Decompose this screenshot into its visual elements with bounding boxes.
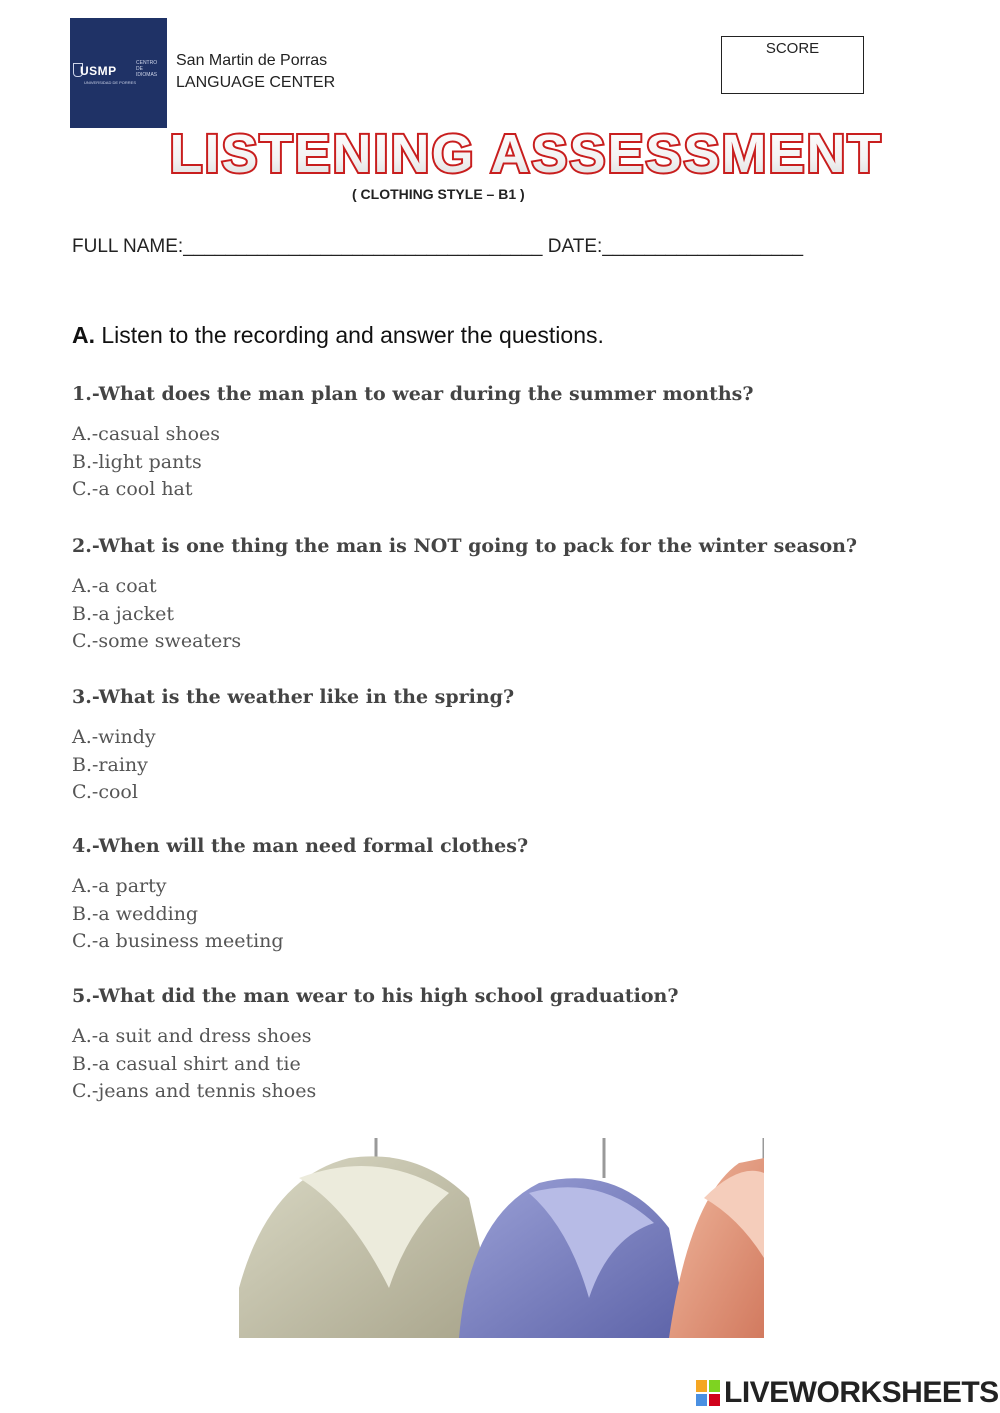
name-label: FULL NAME: <box>72 236 184 257</box>
score-box[interactable] <box>721 36 864 94</box>
title-text: LISTENING ASSESSMENT <box>169 124 883 184</box>
option-b[interactable]: B.-light pants <box>72 450 202 473</box>
liveworksheets-logo-icon <box>696 1380 720 1406</box>
option-a[interactable]: A.-casual shoes <box>72 423 221 445</box>
question-text: 1.-What does the man plan to wear during the summer months? <box>72 383 754 405</box>
name-date-row <box>72 236 803 258</box>
question-block-2 <box>72 535 857 656</box>
score-label: SCORE <box>765 40 820 57</box>
option-b[interactable]: B.-a wedding <box>72 902 199 925</box>
section-letter: A. <box>72 322 95 348</box>
brand-text: LIVEWORKSHEETS <box>724 1376 999 1409</box>
option-a[interactable]: A.-windy <box>72 726 156 748</box>
logo-side-text: CENTRO DE IDIOMAS <box>136 60 158 78</box>
org-block <box>176 50 335 94</box>
usmp-logo <box>70 18 167 128</box>
date-field[interactable]: ___________________ <box>602 236 804 257</box>
logo-subtext: UNIVERSIDAD DE PORRES <box>84 80 137 85</box>
option-b[interactable]: B.-rainy <box>72 753 148 776</box>
question-block-3 <box>72 686 514 807</box>
name-field[interactable]: __________________________________ <box>183 236 543 257</box>
question-text: 2.-What is one thing the man is NOT going to pack for the winter season? <box>72 535 858 557</box>
instruction-text: Listen to the recording and answer the questions. <box>101 322 604 348</box>
option-a[interactable]: A.-a suit and dress shoes <box>72 1025 312 1047</box>
question-block-5 <box>72 985 679 1106</box>
option-b[interactable]: B.-a casual shirt and tie <box>72 1052 301 1075</box>
hanging-shirts-image <box>239 1138 764 1338</box>
question-text: 5.-What did the man wear to his high school graduation? <box>72 985 679 1007</box>
question-block-4 <box>72 835 528 956</box>
option-c[interactable]: C.-some sweaters <box>72 630 242 652</box>
option-c[interactable]: C.-a business meeting <box>72 930 284 952</box>
option-a[interactable]: A.-a party <box>72 875 167 897</box>
logo-text: USMP <box>80 64 117 78</box>
section-instruction <box>72 322 604 349</box>
question-text: 3.-What is the weather like in the spring? <box>72 686 515 708</box>
subtitle: ( CLOTHING STYLE – B1 ) <box>352 186 525 202</box>
date-label: DATE: <box>547 236 603 257</box>
org-name: San Martin de Porras <box>176 52 328 69</box>
option-c[interactable]: C.-jeans and tennis shoes <box>72 1080 317 1102</box>
option-c[interactable]: C.-a cool hat <box>72 478 193 500</box>
option-b[interactable]: B.-a jacket <box>72 602 175 625</box>
page-title <box>96 124 956 184</box>
question-block-1 <box>72 383 754 504</box>
option-c[interactable]: C.-cool <box>72 781 138 803</box>
org-unit: LANGUAGE CENTER <box>176 74 336 91</box>
option-a[interactable]: A.-a coat <box>72 575 157 597</box>
question-text: 4.-When will the man need formal clothes? <box>72 835 529 857</box>
